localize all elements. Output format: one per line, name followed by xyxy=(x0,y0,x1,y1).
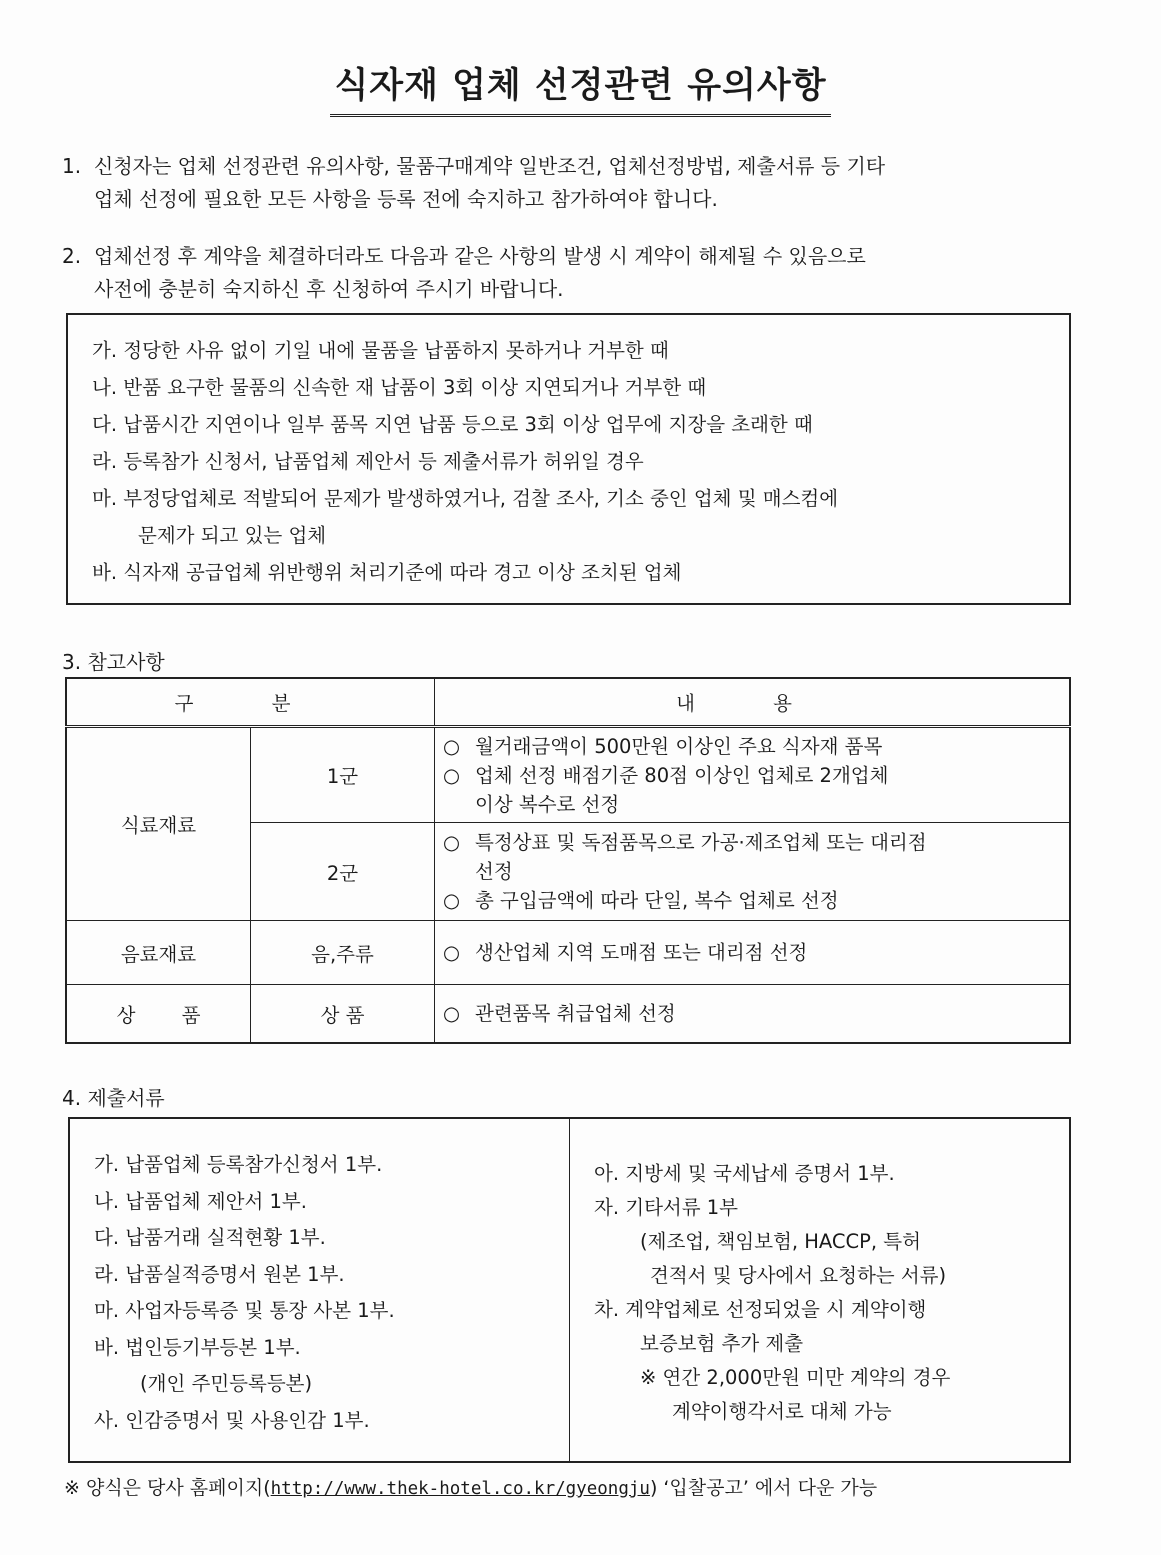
section-4-heading: 4. 제출서류 xyxy=(62,1086,165,1110)
header-content-label: 내 용 xyxy=(676,692,828,716)
document-item: 사. 인감증명서 및 사용인감 1부. xyxy=(94,1408,370,1432)
document-item-note: (개인 주민등록등본) xyxy=(140,1372,313,1395)
document-item: 자. 기타서류 1부 xyxy=(594,1196,739,1219)
table-row xyxy=(66,727,1070,823)
content-text-continued: 이상 복수로 선정 xyxy=(475,792,620,816)
content-text: 특정상표 및 독점품목으로 가공·제조업체 또는 대리점 xyxy=(475,831,927,855)
documents-left-column xyxy=(70,1119,570,1461)
document-item: 바. 법인등기부등본 1부. xyxy=(94,1335,301,1359)
document-item-note: ※ 연간 2,000만원 미만 계약의 경우 xyxy=(640,1366,951,1389)
footer-prefix: ※ 양식은 당사 홈페이지( xyxy=(64,1477,271,1499)
document-item-note: (제조업, 책임보험, HACCP, 특허 xyxy=(640,1230,921,1253)
bullet-icon: ○ xyxy=(443,941,461,965)
section-3-heading: 3. 참고사항 xyxy=(62,650,165,674)
content-text: 관련품목 취급업체 선정 xyxy=(475,1002,676,1026)
goods-category-label: 상 품 xyxy=(116,1003,201,1027)
section-1-text-2: 업체 선정에 필요한 모든 사항을 등록 전에 숙지하고 참가하여야 합니다. xyxy=(94,187,718,211)
header-category-label: 구 분 xyxy=(174,692,327,716)
beverage-content xyxy=(435,921,1071,985)
documents-box xyxy=(68,1117,1071,1463)
header-content xyxy=(435,678,1071,727)
bullet-icon: ○ xyxy=(443,831,461,855)
document-item-note: 견적서 및 당사에서 요청하는 서류) xyxy=(650,1264,947,1287)
condition-item-continued: 문제가 되고 있는 업체 xyxy=(138,524,327,547)
beverage-subcategory: 음,주류 xyxy=(251,921,435,985)
document-item: 마. 사업자등록증 및 통장 사본 1부. xyxy=(94,1299,395,1322)
content-line xyxy=(443,938,1068,967)
group-1-content xyxy=(435,727,1071,823)
table-row xyxy=(66,985,1070,1043)
section-2 xyxy=(62,240,1092,306)
bullet-icon: ○ xyxy=(443,763,461,787)
document-item-note: 보증보험 추가 제출 xyxy=(640,1332,804,1355)
document-item: 아. 지방세 및 국세납세 증명서 1부. xyxy=(594,1162,895,1185)
bullet-icon: ○ xyxy=(443,1002,461,1026)
content-line xyxy=(443,732,1068,761)
section-2-text-2: 사전에 충분히 숙지하신 후 신청하여 주시기 바랍니다. xyxy=(94,277,564,301)
table-header-row xyxy=(66,678,1070,727)
condition-item: 마. 부정당업체로 적발되어 문제가 발생하였거나, 검찰 조사, 기소 중인 업체 및 매스컴에 xyxy=(92,487,839,510)
documents-right-column xyxy=(570,1119,1069,1461)
termination-conditions-box xyxy=(66,313,1071,605)
document-item: 나. 납품업체 제안서 1부. xyxy=(94,1189,307,1213)
section-1-line-1 xyxy=(62,150,1092,183)
section-2-line-1 xyxy=(62,240,1092,273)
document-item: 다. 납품거래 실적현황 1부. xyxy=(94,1226,326,1249)
content-text: 업체 선정 배점기준 80점 이상인 업체로 2개업체 xyxy=(475,763,889,787)
content-text: 월거래금액이 500만원 이상인 주요 식자재 품목 xyxy=(475,734,883,758)
condition-item: 가. 정당한 사유 없이 기일 내에 물품을 납품하지 못하거나 거부한 때 xyxy=(92,339,669,362)
group-2-content xyxy=(435,823,1071,921)
beverage-category: 음료재료 xyxy=(66,921,251,985)
condition-item: 나. 반품 요구한 물품의 신속한 재 납품이 3회 이상 지연되거나 거부한 때 xyxy=(92,376,707,399)
condition-item: 바. 식자재 공급업체 위반행위 처리기준에 따라 경고 이상 조치된 업체 xyxy=(92,561,682,584)
content-line xyxy=(443,886,1068,915)
content-text: 생산업체 지역 도매점 또는 대리점 선정 xyxy=(475,941,808,965)
content-text: 총 구입금액에 따라 단일, 복수 업체로 선정 xyxy=(475,889,839,913)
footer-suffix: ) ‘입찰공고’ 에서 다운 가능 xyxy=(649,1477,878,1499)
goods-subcategory: 상 품 xyxy=(251,985,435,1043)
bullet-icon: ○ xyxy=(443,889,461,913)
content-text-continued: 선정 xyxy=(475,860,513,884)
food-category: 식료재료 xyxy=(66,727,251,921)
document-item: 차. 계약업체로 선정되었을 시 계약이행 xyxy=(594,1298,927,1321)
reference-table xyxy=(65,677,1071,1044)
footer-note xyxy=(64,1473,877,1500)
goods-content xyxy=(435,985,1071,1043)
section-1-text-1: 신청자는 업체 선정관련 유의사항, 물품구매계약 일반조건, 업체선정방법, 제출서류 등 기타 xyxy=(94,154,886,178)
homepage-link[interactable]: http://www.thek-hotel.co.kr/gyeongju xyxy=(270,1479,650,1499)
document-item: 라. 납품실적증명서 원본 1부. xyxy=(94,1262,345,1286)
title-wrap xyxy=(0,58,1161,117)
page-title: 식자재 업체 선정관련 유의사항 xyxy=(330,58,830,117)
table-row xyxy=(66,921,1070,985)
bullet-icon: ○ xyxy=(443,734,461,758)
section-1 xyxy=(62,150,1092,216)
group-2: 2군 xyxy=(251,823,435,921)
document-item: 가. 납품업체 등록참가신청서 1부. xyxy=(94,1153,383,1176)
content-line xyxy=(443,828,1068,857)
content-line xyxy=(443,999,1068,1028)
section-1-number: 1. xyxy=(62,154,82,178)
header-category xyxy=(66,678,435,727)
goods-category xyxy=(66,985,251,1043)
condition-item: 다. 납품시간 지연이나 일부 품목 지연 납품 등으로 3회 이상 업무에 지장을 초래한 때 xyxy=(92,413,813,436)
section-2-number: 2. xyxy=(62,244,82,268)
section-2-text-1: 업체선정 후 계약을 체결하더라도 다음과 같은 사항의 발생 시 계약이 해제될 수 있음으로 xyxy=(94,244,866,268)
content-line xyxy=(443,761,1068,790)
group-1: 1군 xyxy=(251,727,435,823)
condition-item: 라. 등록참가 신청서, 납품업체 제안서 등 제출서류가 허위일 경우 xyxy=(92,450,644,473)
document-item-note: 계약이행각서로 대체 가능 xyxy=(672,1400,892,1423)
